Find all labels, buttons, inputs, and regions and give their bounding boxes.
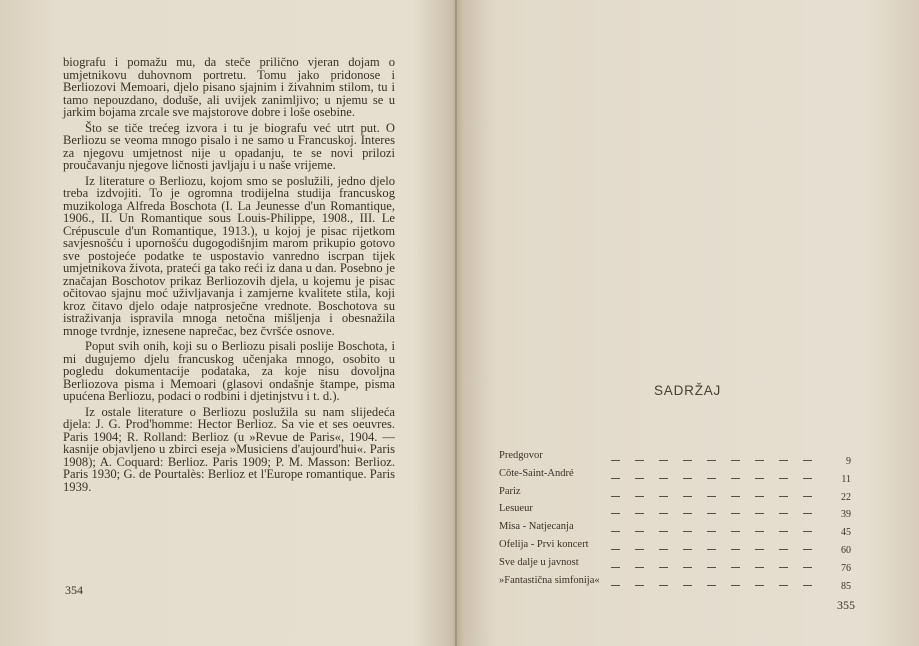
toc-leader bbox=[611, 477, 817, 479]
toc-entry-label: Côte-Saint-André bbox=[499, 467, 574, 479]
toc-entry-label: »Fantastična simfonija« bbox=[499, 574, 600, 586]
toc-entry-label: Misa - Natjecanja bbox=[499, 521, 574, 533]
toc-entry bbox=[499, 557, 851, 575]
toc-entry bbox=[499, 503, 851, 521]
toc-leader bbox=[611, 530, 817, 532]
toc-entry-page: 11 bbox=[841, 473, 851, 485]
toc-leader bbox=[611, 566, 817, 568]
toc-entry-page: 85 bbox=[841, 580, 851, 592]
toc-entry bbox=[499, 521, 851, 539]
toc-entry-label: Sve dalje u javnost bbox=[499, 556, 579, 568]
left-page bbox=[0, 0, 455, 646]
toc-entry-page: 60 bbox=[841, 544, 851, 556]
toc-entry bbox=[499, 468, 851, 486]
toc-leader bbox=[611, 512, 817, 514]
paragraph: Poput svih onih, koji su o Berliozu pisali poslije Boschota, i mi dugujemo djelu francuskog učenjaka mnogo, osobito u pogledu dokumentacije podataka, za koje nisu dovoljna Berliozova pisma i Memoari (glasovi ondašnje štampe, pisma upućena Berliozu, podaci o rodbini i djetinjstvu i t. d.). bbox=[63, 339, 395, 403]
paragraph: Iz literature o Berliozu, kojom smo se poslužili, jedno djelo treba izdvojiti. To je ogromna trodijelna studija francuskog muzikologa Alfreda Boschota (I. La Jeunesse d'un Romantique, 1906., II. Un Romantique sous Louis-Philippe, 1908., III. Le Crépuscule d'un Romantique, 1913.), u kojoj je pisac rijetkom savjesnošću i upornošću dugogodišnjim marom prikupio gotovo sve postojeće podatke te uspostavio vanredno iscrpan tijek umjetnikova života, prateći ga tako reći iz dana u dan. Posebno je značajan Boschotov prikaz Berliozovih djela, u kojemu je pisac očitovao sjajnu moć uživljavanja i zamjerne kvalitete stila, koji kroz čitavo djelo odaje natprosječne vrednote. Boschotova su istraživanja ispravila mnoga netočna mišljenja i obesnažila mnoge tvrdnje, iznesene naprečac, bez čvršće osnove. bbox=[63, 173, 395, 338]
toc-entry-page: 9 bbox=[846, 456, 851, 467]
toc-leader bbox=[611, 584, 817, 586]
paragraph: Iz ostale literature o Berliozu poslužila su nam slijedeća djela: J. G. Prod'homme: Hector Berlioz. Sa vie et ses oeuvres. Paris 1904; R. Rolland: Berlioz (u »Revue de Paris«, 1904. — kasnije objavljeno u zbirci eseja »Musiciens d'aujourd'hui«. Paris 1908); A. Coquard: Berlioz. Paris 1909; P. M. Masson: Berlioz. Paris 1930; G. de Pourtalès: Berlioz et l'Europe romantique. Paris 1939. bbox=[63, 404, 395, 494]
paragraph: biografu i pomažu mu, da steče prilično vjeran dojam o umjetnikovu duhovnom portretu. Tomu jako pridonose i Berliozovi Memoari, djelo pisano sjajnim i živahnim stilom, tu i tamo nepouzdano, doduše, ali uvijek zanimljivo; u njemu se u jarkim bojama zrcale sve majstorove dobre i loše osebine. bbox=[63, 55, 395, 119]
toc-leader bbox=[611, 495, 817, 497]
toc-entry-page: 45 bbox=[841, 527, 851, 539]
toc-entry-page: 76 bbox=[841, 562, 851, 574]
paragraph: Što se tiče trećeg izvora i tu je biografu već utrt put. O Berliozu se veoma mnogo pisalo i ne samo u Francuskoj. Interes za njegovu umjetnost nije u opadanju, te se novi prilozi proučavanju njegove ličnosti javljaju i u naše vrijeme. bbox=[63, 120, 395, 172]
toc-entry-label: Predgovor bbox=[499, 450, 543, 461]
right-page bbox=[457, 0, 919, 646]
toc-entry-label: Lesueur bbox=[499, 503, 533, 515]
toc-leader bbox=[611, 459, 817, 461]
toc-entry bbox=[499, 539, 851, 557]
toc-entry-page: 39 bbox=[841, 509, 851, 521]
toc-entry bbox=[499, 575, 851, 593]
body-text bbox=[63, 56, 395, 496]
toc-title: SADRŽAJ bbox=[654, 383, 722, 398]
toc-entry-label: Ofelija - Prvi koncert bbox=[499, 538, 589, 550]
toc-entry-label: Pariz bbox=[499, 485, 521, 497]
toc-entry bbox=[499, 450, 851, 468]
toc-leader bbox=[611, 548, 817, 550]
page-number-right: 355 bbox=[837, 598, 855, 612]
toc-entry-page: 22 bbox=[841, 491, 851, 503]
page-number-left: 354 bbox=[65, 583, 83, 597]
toc-entry bbox=[499, 486, 851, 504]
table-of-contents bbox=[499, 450, 851, 592]
